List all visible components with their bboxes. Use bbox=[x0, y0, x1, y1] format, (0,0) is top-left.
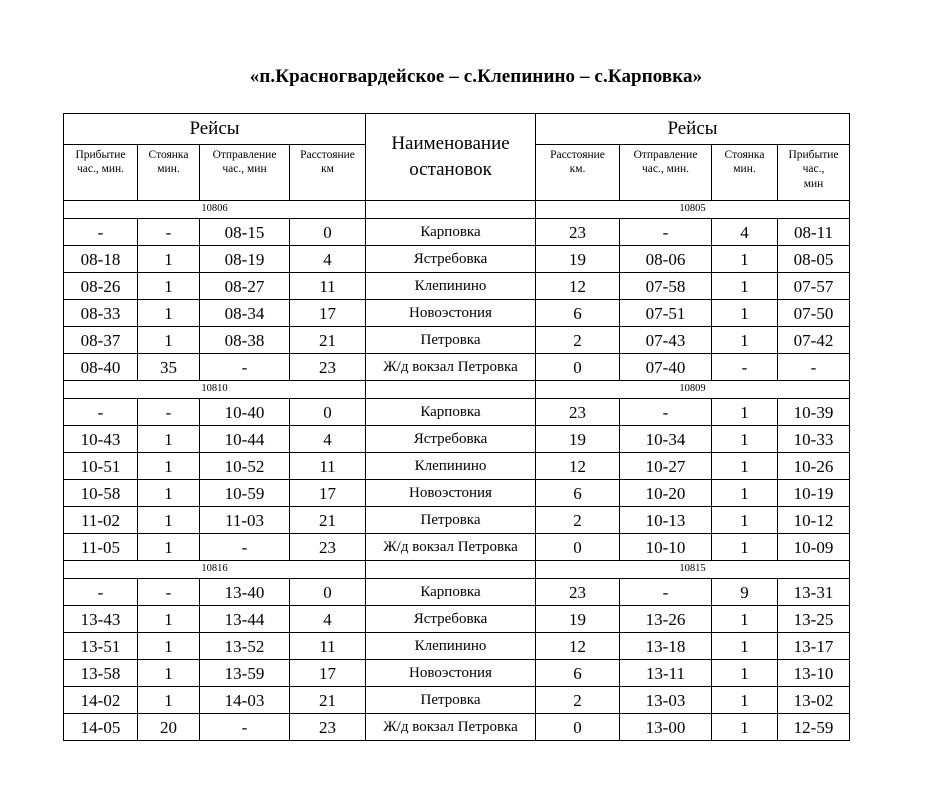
cell-stop-name: Карповка bbox=[366, 399, 536, 426]
cell-distance-left: 11 bbox=[290, 453, 366, 480]
table-row bbox=[64, 579, 850, 606]
cell-distance-right: 19 bbox=[536, 606, 620, 633]
cell-distance-right: 6 bbox=[536, 300, 620, 327]
cell-arrival-left: 11-05 bbox=[64, 534, 138, 561]
cell-arrival-left: 11-02 bbox=[64, 507, 138, 534]
cell-arrival-right: - bbox=[778, 354, 850, 381]
cell-stopover-left: 1 bbox=[138, 327, 200, 354]
route-number-left: 10806 bbox=[64, 201, 366, 219]
cell-departure-right: 07-58 bbox=[620, 273, 712, 300]
route-number-right: 10805 bbox=[536, 201, 850, 219]
column-header-left-1: Стоянка мин. bbox=[138, 145, 200, 201]
cell-departure-right: - bbox=[620, 579, 712, 606]
cell-stop-name: Карповка bbox=[366, 579, 536, 606]
cell-arrival-right: 08-11 bbox=[778, 219, 850, 246]
cell-stop-name: Петровка bbox=[366, 687, 536, 714]
table-row bbox=[64, 354, 850, 381]
timetable-container bbox=[63, 113, 849, 741]
table-row bbox=[64, 327, 850, 354]
cell-stop-name: Петровка bbox=[366, 507, 536, 534]
cell-arrival-left: 14-02 bbox=[64, 687, 138, 714]
cell-arrival-right: 13-31 bbox=[778, 579, 850, 606]
cell-distance-right: 12 bbox=[536, 453, 620, 480]
cell-departure-left: 08-34 bbox=[200, 300, 290, 327]
cell-stopover-left: - bbox=[138, 399, 200, 426]
cell-distance-right: 6 bbox=[536, 480, 620, 507]
cell-arrival-right: 07-57 bbox=[778, 273, 850, 300]
bus-timetable bbox=[63, 113, 850, 741]
route-number-spacer bbox=[366, 201, 536, 219]
cell-arrival-right: 10-33 bbox=[778, 426, 850, 453]
cell-distance-left: 0 bbox=[290, 399, 366, 426]
cell-stopover-left: 1 bbox=[138, 534, 200, 561]
cell-stop-name: Новоэстония bbox=[366, 300, 536, 327]
cell-stop-name: Новоэстония bbox=[366, 480, 536, 507]
cell-arrival-right: 07-50 bbox=[778, 300, 850, 327]
cell-stop-name: Клепинино bbox=[366, 453, 536, 480]
cell-distance-right: 2 bbox=[536, 327, 620, 354]
cell-departure-right: 10-13 bbox=[620, 507, 712, 534]
cell-departure-right: 10-10 bbox=[620, 534, 712, 561]
cell-stopover-left: 20 bbox=[138, 714, 200, 741]
table-row bbox=[64, 426, 850, 453]
cell-departure-left: 08-38 bbox=[200, 327, 290, 354]
cell-stopover-left: 35 bbox=[138, 354, 200, 381]
cell-departure-left: 10-44 bbox=[200, 426, 290, 453]
route-number-right: 10815 bbox=[536, 561, 850, 579]
table-row bbox=[64, 399, 850, 426]
cell-stopover-left: 1 bbox=[138, 453, 200, 480]
cell-distance-left: 0 bbox=[290, 219, 366, 246]
table-row bbox=[64, 606, 850, 633]
cell-stopover-right: 1 bbox=[712, 426, 778, 453]
table-row bbox=[64, 660, 850, 687]
cell-stopover-right: 1 bbox=[712, 714, 778, 741]
cell-distance-left: 4 bbox=[290, 606, 366, 633]
cell-arrival-right: 07-42 bbox=[778, 327, 850, 354]
route-number-right: 10809 bbox=[536, 381, 850, 399]
cell-departure-right: 10-27 bbox=[620, 453, 712, 480]
cell-stopover-left: 1 bbox=[138, 300, 200, 327]
table-header-group-row bbox=[64, 114, 850, 145]
cell-stopover-left: 1 bbox=[138, 273, 200, 300]
group-header-right: Рейсы bbox=[536, 114, 850, 145]
cell-stopover-right: 1 bbox=[712, 660, 778, 687]
cell-arrival-left: 08-40 bbox=[64, 354, 138, 381]
cell-distance-right: 19 bbox=[536, 426, 620, 453]
cell-distance-right: 23 bbox=[536, 579, 620, 606]
cell-stopover-right: 9 bbox=[712, 579, 778, 606]
cell-arrival-left: 10-43 bbox=[64, 426, 138, 453]
cell-arrival-left: 13-51 bbox=[64, 633, 138, 660]
cell-stop-name: Клепинино bbox=[366, 273, 536, 300]
cell-arrival-left: - bbox=[64, 399, 138, 426]
cell-departure-right: - bbox=[620, 219, 712, 246]
cell-distance-left: 11 bbox=[290, 633, 366, 660]
cell-stop-name: Петровка bbox=[366, 327, 536, 354]
column-header-left-0: Прибытие час., мин. bbox=[64, 145, 138, 201]
cell-arrival-right: 13-25 bbox=[778, 606, 850, 633]
cell-distance-left: 0 bbox=[290, 579, 366, 606]
cell-arrival-right: 10-26 bbox=[778, 453, 850, 480]
cell-distance-left: 17 bbox=[290, 300, 366, 327]
cell-departure-right: 13-18 bbox=[620, 633, 712, 660]
cell-stopover-right: 1 bbox=[712, 246, 778, 273]
cell-distance-left: 11 bbox=[290, 273, 366, 300]
cell-departure-left: 10-59 bbox=[200, 480, 290, 507]
cell-distance-right: 23 bbox=[536, 399, 620, 426]
column-header-right-0: Расстояние км. bbox=[536, 145, 620, 201]
cell-departure-left: 08-19 bbox=[200, 246, 290, 273]
cell-departure-left: 13-59 bbox=[200, 660, 290, 687]
route-number-row bbox=[64, 561, 850, 579]
cell-departure-right: 07-51 bbox=[620, 300, 712, 327]
cell-stopover-left: 1 bbox=[138, 687, 200, 714]
cell-distance-right: 12 bbox=[536, 633, 620, 660]
cell-departure-left: 08-27 bbox=[200, 273, 290, 300]
cell-stopover-right: 1 bbox=[712, 480, 778, 507]
cell-departure-left: 08-15 bbox=[200, 219, 290, 246]
page-title: «п.Красногвардейское – с.Клепинино – с.Карповка» bbox=[249, 66, 703, 87]
cell-distance-left: 23 bbox=[290, 714, 366, 741]
route-number-left: 10810 bbox=[64, 381, 366, 399]
cell-departure-left: 11-03 bbox=[200, 507, 290, 534]
column-header-right-2: Стоянка мин. bbox=[712, 145, 778, 201]
cell-distance-right: 2 bbox=[536, 687, 620, 714]
cell-departure-left: - bbox=[200, 714, 290, 741]
cell-departure-left: 13-40 bbox=[200, 579, 290, 606]
cell-arrival-right: 13-10 bbox=[778, 660, 850, 687]
cell-stop-name: Ястребовка bbox=[366, 246, 536, 273]
cell-stopover-right: 1 bbox=[712, 606, 778, 633]
cell-distance-left: 23 bbox=[290, 534, 366, 561]
stops-column-header: Наименование остановок bbox=[366, 114, 536, 201]
cell-stopover-left: 1 bbox=[138, 246, 200, 273]
cell-departure-right: 08-06 bbox=[620, 246, 712, 273]
cell-stopover-left: 1 bbox=[138, 426, 200, 453]
cell-stopover-left: 1 bbox=[138, 507, 200, 534]
cell-departure-right: 13-03 bbox=[620, 687, 712, 714]
cell-distance-right: 12 bbox=[536, 273, 620, 300]
cell-departure-left: - bbox=[200, 534, 290, 561]
cell-stop-name: Ж/д вокзал Петровка bbox=[366, 354, 536, 381]
cell-departure-left: 13-52 bbox=[200, 633, 290, 660]
cell-stopover-right: 1 bbox=[712, 507, 778, 534]
cell-arrival-left: 08-26 bbox=[64, 273, 138, 300]
cell-departure-right: 13-00 bbox=[620, 714, 712, 741]
cell-stopover-right: 1 bbox=[712, 327, 778, 354]
route-number-row bbox=[64, 381, 850, 399]
cell-arrival-left: 08-33 bbox=[64, 300, 138, 327]
cell-stopover-right: 1 bbox=[712, 687, 778, 714]
column-header-right-1: Отправление час., мин. bbox=[620, 145, 712, 201]
cell-stopover-left: 1 bbox=[138, 660, 200, 687]
cell-stop-name: Ж/д вокзал Петровка bbox=[366, 714, 536, 741]
table-row bbox=[64, 273, 850, 300]
cell-distance-right: 19 bbox=[536, 246, 620, 273]
cell-arrival-right: 13-02 bbox=[778, 687, 850, 714]
cell-distance-left: 17 bbox=[290, 660, 366, 687]
cell-distance-left: 4 bbox=[290, 426, 366, 453]
cell-stop-name: Карповка bbox=[366, 219, 536, 246]
cell-stopover-right: 1 bbox=[712, 273, 778, 300]
cell-arrival-left: 10-51 bbox=[64, 453, 138, 480]
cell-stopover-right: 1 bbox=[712, 453, 778, 480]
cell-departure-left: 10-52 bbox=[200, 453, 290, 480]
cell-stopover-right: 1 bbox=[712, 399, 778, 426]
cell-stopover-left: 1 bbox=[138, 480, 200, 507]
table-row bbox=[64, 534, 850, 561]
cell-arrival-left: 10-58 bbox=[64, 480, 138, 507]
cell-stopover-left: 1 bbox=[138, 633, 200, 660]
cell-arrival-right: 10-12 bbox=[778, 507, 850, 534]
cell-arrival-left: 08-18 bbox=[64, 246, 138, 273]
cell-departure-right: 13-11 bbox=[620, 660, 712, 687]
cell-departure-left: - bbox=[200, 354, 290, 381]
cell-departure-left: 13-44 bbox=[200, 606, 290, 633]
cell-departure-left: 10-40 bbox=[200, 399, 290, 426]
cell-departure-left: 14-03 bbox=[200, 687, 290, 714]
cell-stop-name: Клепинино bbox=[366, 633, 536, 660]
cell-stop-name: Ястребовка bbox=[366, 606, 536, 633]
cell-arrival-left: - bbox=[64, 219, 138, 246]
table-row bbox=[64, 714, 850, 741]
cell-distance-right: 2 bbox=[536, 507, 620, 534]
cell-stop-name: Новоэстония bbox=[366, 660, 536, 687]
cell-arrival-right: 10-19 bbox=[778, 480, 850, 507]
cell-distance-left: 23 bbox=[290, 354, 366, 381]
cell-distance-left: 21 bbox=[290, 327, 366, 354]
cell-distance-left: 21 bbox=[290, 687, 366, 714]
cell-distance-right: 6 bbox=[536, 660, 620, 687]
cell-distance-right: 0 bbox=[536, 534, 620, 561]
cell-stopover-left: - bbox=[138, 579, 200, 606]
route-number-left: 10816 bbox=[64, 561, 366, 579]
cell-departure-right: 07-40 bbox=[620, 354, 712, 381]
cell-stop-name: Ж/д вокзал Петровка bbox=[366, 534, 536, 561]
cell-stopover-right: 1 bbox=[712, 534, 778, 561]
cell-stopover-left: - bbox=[138, 219, 200, 246]
cell-arrival-right: 10-39 bbox=[778, 399, 850, 426]
cell-distance-left: 4 bbox=[290, 246, 366, 273]
route-number-row bbox=[64, 201, 850, 219]
table-row bbox=[64, 453, 850, 480]
table-row bbox=[64, 633, 850, 660]
table-row bbox=[64, 687, 850, 714]
cell-stopover-right: 4 bbox=[712, 219, 778, 246]
cell-departure-right: 07-43 bbox=[620, 327, 712, 354]
route-number-spacer bbox=[366, 561, 536, 579]
cell-distance-left: 21 bbox=[290, 507, 366, 534]
cell-stopover-right: - bbox=[712, 354, 778, 381]
cell-arrival-right: 08-05 bbox=[778, 246, 850, 273]
route-number-spacer bbox=[366, 381, 536, 399]
column-header-left-2: Отправление час., мин bbox=[200, 145, 290, 201]
group-header-left: Рейсы bbox=[64, 114, 366, 145]
table-row bbox=[64, 219, 850, 246]
cell-arrival-right: 10-09 bbox=[778, 534, 850, 561]
cell-distance-right: 23 bbox=[536, 219, 620, 246]
table-row bbox=[64, 246, 850, 273]
cell-stopover-left: 1 bbox=[138, 606, 200, 633]
column-header-right-3: Прибытие час., мин bbox=[778, 145, 850, 201]
cell-departure-right: - bbox=[620, 399, 712, 426]
cell-distance-right: 0 bbox=[536, 714, 620, 741]
cell-distance-right: 0 bbox=[536, 354, 620, 381]
cell-departure-right: 13-26 bbox=[620, 606, 712, 633]
cell-arrival-left: 14-05 bbox=[64, 714, 138, 741]
cell-departure-right: 10-20 bbox=[620, 480, 712, 507]
cell-arrival-left: 13-58 bbox=[64, 660, 138, 687]
cell-arrival-left: 08-37 bbox=[64, 327, 138, 354]
cell-distance-left: 17 bbox=[290, 480, 366, 507]
cell-departure-right: 10-34 bbox=[620, 426, 712, 453]
cell-arrival-left: 13-43 bbox=[64, 606, 138, 633]
cell-stopover-right: 1 bbox=[712, 300, 778, 327]
cell-stopover-right: 1 bbox=[712, 633, 778, 660]
cell-stop-name: Ястребовка bbox=[366, 426, 536, 453]
cell-arrival-right: 13-17 bbox=[778, 633, 850, 660]
column-header-left-3: Расстояние км bbox=[290, 145, 366, 201]
table-row bbox=[64, 507, 850, 534]
cell-arrival-right: 12-59 bbox=[778, 714, 850, 741]
table-row bbox=[64, 300, 850, 327]
cell-arrival-left: - bbox=[64, 579, 138, 606]
table-row bbox=[64, 480, 850, 507]
